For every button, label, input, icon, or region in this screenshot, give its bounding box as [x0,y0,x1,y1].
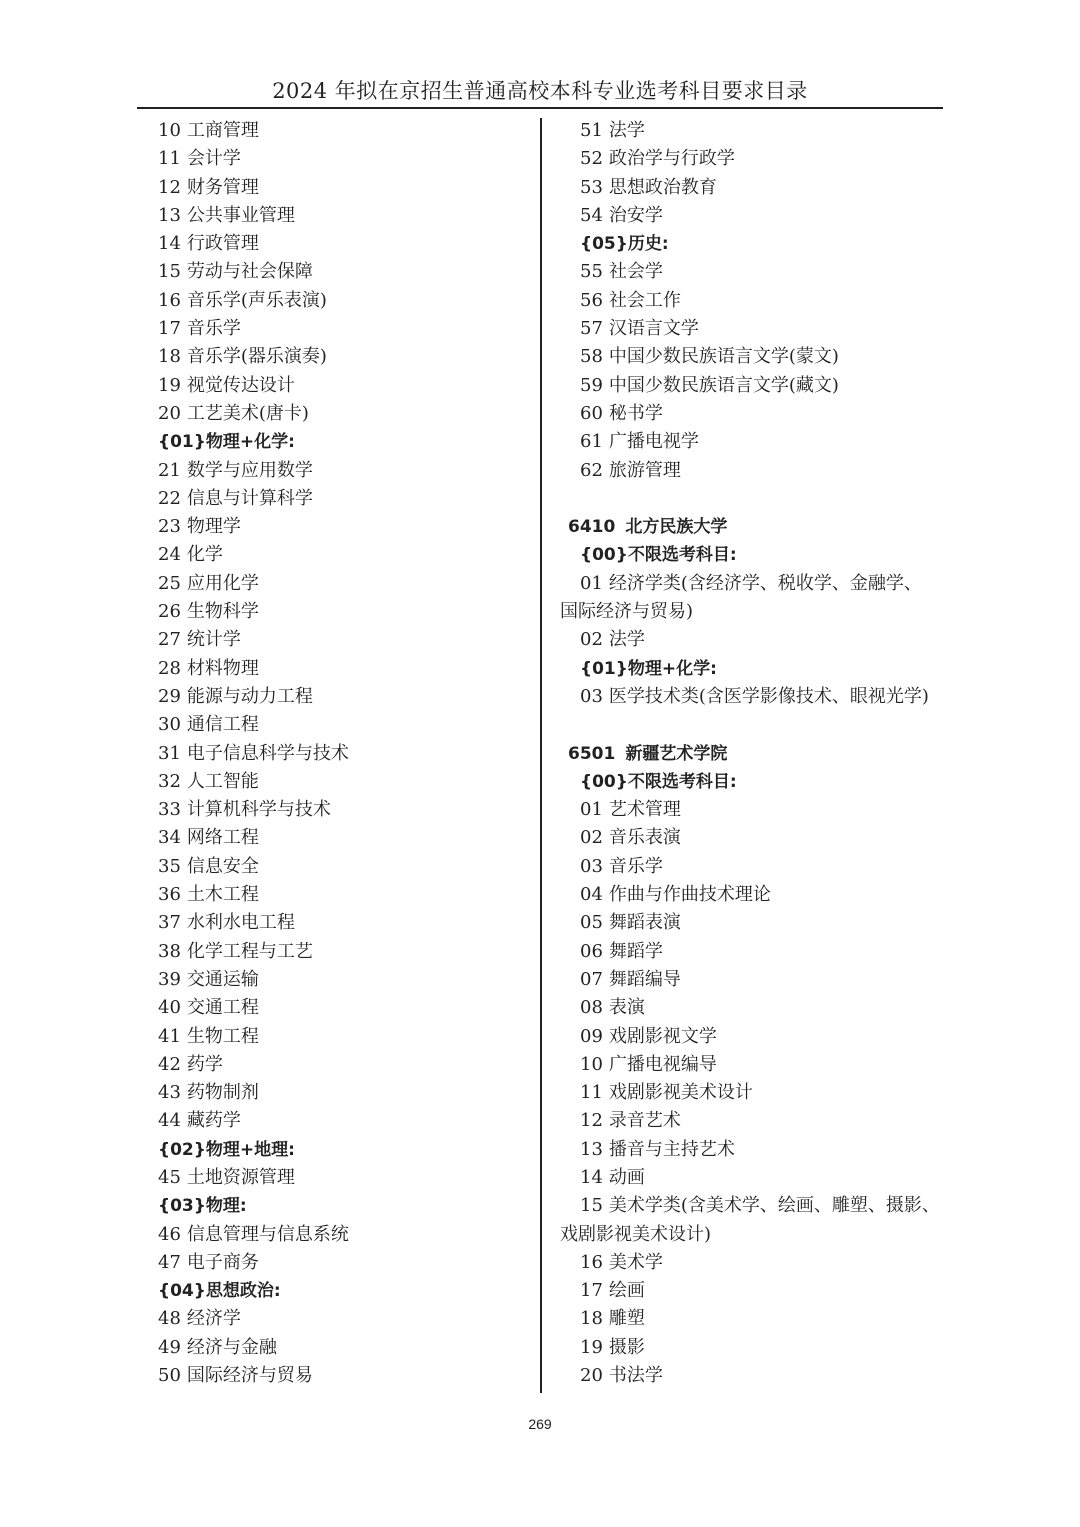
major-name: 会计学 [186,148,241,170]
major-item [158,117,528,145]
major-name: 视觉传达设计 [186,374,295,396]
major-number: 05 [580,912,603,934]
major-name: 信息与计算科学 [186,487,313,509]
major-number: 04 [580,884,603,906]
major-item [158,400,528,428]
major-name: 化学工程与工艺 [186,940,313,962]
major-number: 30 [158,714,181,736]
major-item [560,1107,950,1135]
major-name: 经济学类(含经济学、税收学、金融学、 [608,572,922,594]
major-name: 工艺美术(唐卡) [186,402,309,424]
major-item [158,1079,528,1107]
major-number: 14 [580,1166,603,1188]
major-number: 15 [580,1195,603,1217]
major-number: 32 [158,770,181,792]
major-item [158,1249,528,1277]
major-name: 广播电视编导 [608,1053,717,1075]
major-name: 土地资源管理 [186,1166,295,1188]
major-number: 62 [580,459,603,481]
major-name: 音乐表演 [608,827,681,849]
major-number: 03 [580,855,603,877]
major-name: 绘画 [608,1280,645,1302]
major-item [158,938,528,966]
major-item [158,372,528,400]
major-name: 药物制剂 [186,1082,259,1104]
major-number: 38 [158,940,181,962]
major-name: 通信工程 [186,714,259,736]
major-name: 能源与动力工程 [186,685,313,707]
major-item [560,428,950,456]
major-name: 舞蹈表演 [608,912,681,934]
major-number: 01 [580,572,603,594]
major-item [158,909,528,937]
major-name: 摄影 [608,1336,645,1358]
major-number: 31 [158,742,181,764]
major-number: 33 [158,799,181,821]
major-name: 交通运输 [186,968,259,990]
institution-name: 北方民族大学 [625,517,728,538]
major-name: 治安学 [608,204,663,226]
major-number: 48 [158,1308,181,1330]
header-rule [137,107,943,109]
major-name: 政治学与行政学 [608,148,735,170]
major-number: 45 [158,1166,181,1188]
major-item [158,1164,528,1192]
major-name: 秘书学 [608,402,663,424]
major-number: 57 [580,318,603,340]
major-number: 21 [158,459,181,481]
major-name: 应用化学 [186,572,259,594]
major-number: 13 [158,204,181,226]
category-heading: {04}思想政治: [158,1281,281,1302]
major-item [560,117,950,145]
major-number: 17 [580,1280,603,1302]
spacer [560,711,950,739]
major-number: 09 [580,1025,603,1047]
major-item [560,174,950,202]
major-number: 51 [580,120,603,141]
major-item [158,287,528,315]
major-number: 18 [158,346,181,368]
major-number: 50 [158,1365,181,1387]
major-item [560,966,950,994]
category-heading: {01}物理+化学: [158,432,295,453]
major-number: 36 [158,884,181,906]
major-number: 56 [580,289,603,311]
category-heading: {02}物理+地理: [158,1139,295,1160]
major-item [158,230,528,258]
major-name: 动画 [608,1166,645,1188]
major-name: 法学 [608,120,645,141]
major-item [158,994,528,1022]
major-number: 01 [580,799,603,821]
institution-heading [560,513,950,541]
major-item [158,966,528,994]
major-item [158,202,528,230]
major-number: 08 [580,997,603,1019]
major-number: 54 [580,204,603,226]
major-name: 化学 [186,544,223,566]
major-name: 旅游管理 [608,459,681,481]
major-name: 信息管理与信息系统 [186,1223,349,1245]
major-item [158,258,528,286]
major-item [158,1305,528,1333]
major-item [560,1362,950,1390]
major-name: 生物工程 [186,1025,259,1047]
major-item [158,683,528,711]
major-item [560,1079,950,1107]
major-name: 美术学类(含美术学、绘画、雕塑、摄影、 [608,1195,940,1217]
major-name: 统计学 [186,629,241,651]
major-name: 录音艺术 [608,1110,681,1132]
page-header-title: 2024 年拟在京招生普通高校本科专业选考科目要求目录 [272,79,808,103]
major-item [560,796,950,824]
major-number: 61 [580,431,603,453]
major-item [158,174,528,202]
institution-code: 6410 [568,517,616,538]
major-name: 汉语言文学 [608,318,699,340]
major-item [158,1023,528,1051]
major-name: 国际经济与贸易 [186,1365,313,1387]
major-number: 53 [580,176,603,198]
major-name: 广播电视学 [608,431,699,453]
major-name: 社会工作 [608,289,681,311]
major-item [560,1164,950,1192]
major-name: 经济学 [186,1308,241,1330]
major-number: 60 [580,402,603,424]
major-name: 舞蹈编导 [608,968,681,990]
major-item [158,541,528,569]
major-name: 生物科学 [186,601,259,623]
major-name: 戏剧影视美术设计 [608,1082,753,1104]
major-item [560,938,950,966]
major-number: 02 [580,629,603,651]
major-item [158,711,528,739]
major-number: 20 [580,1365,603,1387]
major-item [158,740,528,768]
major-name: 藏药学 [186,1110,241,1132]
major-item [560,1051,950,1079]
major-name: 作曲与作曲技术理论 [608,884,771,906]
major-item [560,853,950,881]
major-item [158,145,528,173]
page-number: 269 [528,1416,552,1432]
institution-heading [560,740,950,768]
major-name: 音乐学 [608,855,663,877]
major-name: 法学 [608,629,645,651]
major-number: 06 [580,940,603,962]
major-number: 12 [158,176,181,198]
major-number: 49 [158,1336,181,1358]
major-name: 中国少数民族语言文学(藏文) [608,374,839,396]
major-number: 40 [158,997,181,1019]
institution-name: 新疆艺术学院 [625,743,728,764]
right-column [560,117,950,1390]
major-name: 音乐学(声乐表演) [186,289,327,311]
institution-code: 6501 [568,743,616,764]
major-item [560,1334,950,1362]
spacer [560,485,950,513]
major-item [560,145,950,173]
major-name: 经济与金融 [186,1336,277,1358]
major-item [560,909,950,937]
major-number: 34 [158,827,181,849]
major-item [158,1051,528,1079]
major-number: 17 [158,318,181,340]
major-item [560,824,950,852]
major-name: 书法学 [608,1365,663,1387]
major-number: 58 [580,346,603,368]
major-number: 29 [158,685,181,707]
major-number: 42 [158,1053,181,1075]
major-number: 14 [158,233,181,255]
category-heading: {05}历史: [580,234,669,255]
category-heading: {00}不限选考科目: [580,771,737,792]
major-number: 26 [158,601,181,623]
major-name: 材料物理 [186,657,259,679]
major-name-continuation: 国际经济与贸易) [560,601,694,623]
major-name: 计算机科学与技术 [186,799,331,821]
major-item [158,1362,528,1390]
major-item [158,881,528,909]
major-item [158,485,528,513]
major-name: 土木工程 [186,884,259,906]
major-name: 舞蹈学 [608,940,663,962]
major-item [560,626,950,654]
major-item [560,683,950,711]
major-item [560,457,950,485]
major-item [158,457,528,485]
major-number: 25 [158,572,181,594]
major-item [560,287,950,315]
major-name: 药学 [186,1053,223,1075]
major-number: 15 [158,261,181,283]
major-item [158,1334,528,1362]
major-name: 播音与主持艺术 [608,1138,735,1160]
major-number: 02 [580,827,603,849]
major-name: 医学技术类(含医学影像技术、眼视光学) [608,685,929,707]
major-name: 财务管理 [186,176,259,198]
major-number: 43 [158,1082,181,1104]
major-item [560,1136,950,1164]
major-name: 交通工程 [186,997,259,1019]
major-item [560,1277,950,1305]
major-item [158,1221,528,1249]
major-number: 47 [158,1251,181,1273]
major-number: 11 [158,148,181,170]
column-divider [540,118,542,1393]
major-number: 03 [580,685,603,707]
major-item [158,796,528,824]
major-item [560,315,950,343]
major-item [158,655,528,683]
major-item [158,626,528,654]
major-number: 10 [158,120,181,141]
major-item [560,1305,950,1333]
major-name: 社会学 [608,261,663,283]
major-item [158,853,528,881]
major-name: 音乐学 [186,318,241,340]
major-item [560,1192,950,1220]
major-number: 27 [158,629,181,651]
major-name: 物理学 [186,516,241,538]
major-name: 公共事业管理 [186,204,295,226]
major-number: 41 [158,1025,181,1047]
major-number: 18 [580,1308,603,1330]
category-heading: {03}物理: [158,1196,247,1217]
major-number: 24 [158,544,181,566]
major-item [158,513,528,541]
major-name: 表演 [608,997,645,1019]
major-number: 16 [580,1251,603,1273]
major-number: 28 [158,657,181,679]
major-name: 工商管理 [186,120,259,141]
major-number: 44 [158,1110,181,1132]
major-number: 10 [580,1053,603,1075]
major-item [158,315,528,343]
major-item [560,258,950,286]
major-name: 人工智能 [186,770,259,792]
major-name: 思想政治教育 [608,176,717,198]
major-item [560,1249,950,1277]
major-name: 美术学 [608,1251,663,1273]
category-heading: {00}不限选考科目: [580,545,737,566]
major-name: 中国少数民族语言文学(蒙文) [608,346,839,368]
major-number: 19 [580,1336,603,1358]
major-name: 音乐学(器乐演奏) [186,346,327,368]
major-item [158,1107,528,1135]
major-item [560,343,950,371]
major-name: 数学与应用数学 [186,459,313,481]
major-item [560,372,950,400]
major-item [560,994,950,1022]
major-number: 19 [158,374,181,396]
major-name: 水利水电工程 [186,912,295,934]
left-column [158,117,528,1390]
major-number: 22 [158,487,181,509]
major-item [560,400,950,428]
category-heading: {01}物理+化学: [580,658,717,679]
major-name: 网络工程 [186,827,259,849]
major-number: 52 [580,148,603,170]
major-name: 雕塑 [608,1308,645,1330]
major-name-continuation: 戏剧影视美术设计) [560,1223,712,1245]
major-name: 电子商务 [186,1251,259,1273]
major-item [158,343,528,371]
major-number: 35 [158,855,181,877]
major-number: 20 [158,402,181,424]
major-name: 艺术管理 [608,799,681,821]
major-name: 戏剧影视文学 [608,1025,717,1047]
major-number: 55 [580,261,603,283]
major-item [158,570,528,598]
major-number: 11 [580,1082,603,1104]
major-name: 劳动与社会保障 [186,261,313,283]
major-number: 59 [580,374,603,396]
major-number: 12 [580,1110,603,1132]
major-item [158,824,528,852]
major-item [560,570,950,598]
major-item [158,598,528,626]
major-number: 07 [580,968,603,990]
major-number: 16 [158,289,181,311]
major-item [158,768,528,796]
major-name: 电子信息科学与技术 [186,742,349,764]
major-number: 23 [158,516,181,538]
major-item [560,1023,950,1051]
major-number: 37 [158,912,181,934]
major-item [560,202,950,230]
major-name: 行政管理 [186,233,259,255]
major-item [560,881,950,909]
major-number: 39 [158,968,181,990]
major-number: 46 [158,1223,181,1245]
major-name: 信息安全 [186,855,259,877]
major-number: 13 [580,1138,603,1160]
